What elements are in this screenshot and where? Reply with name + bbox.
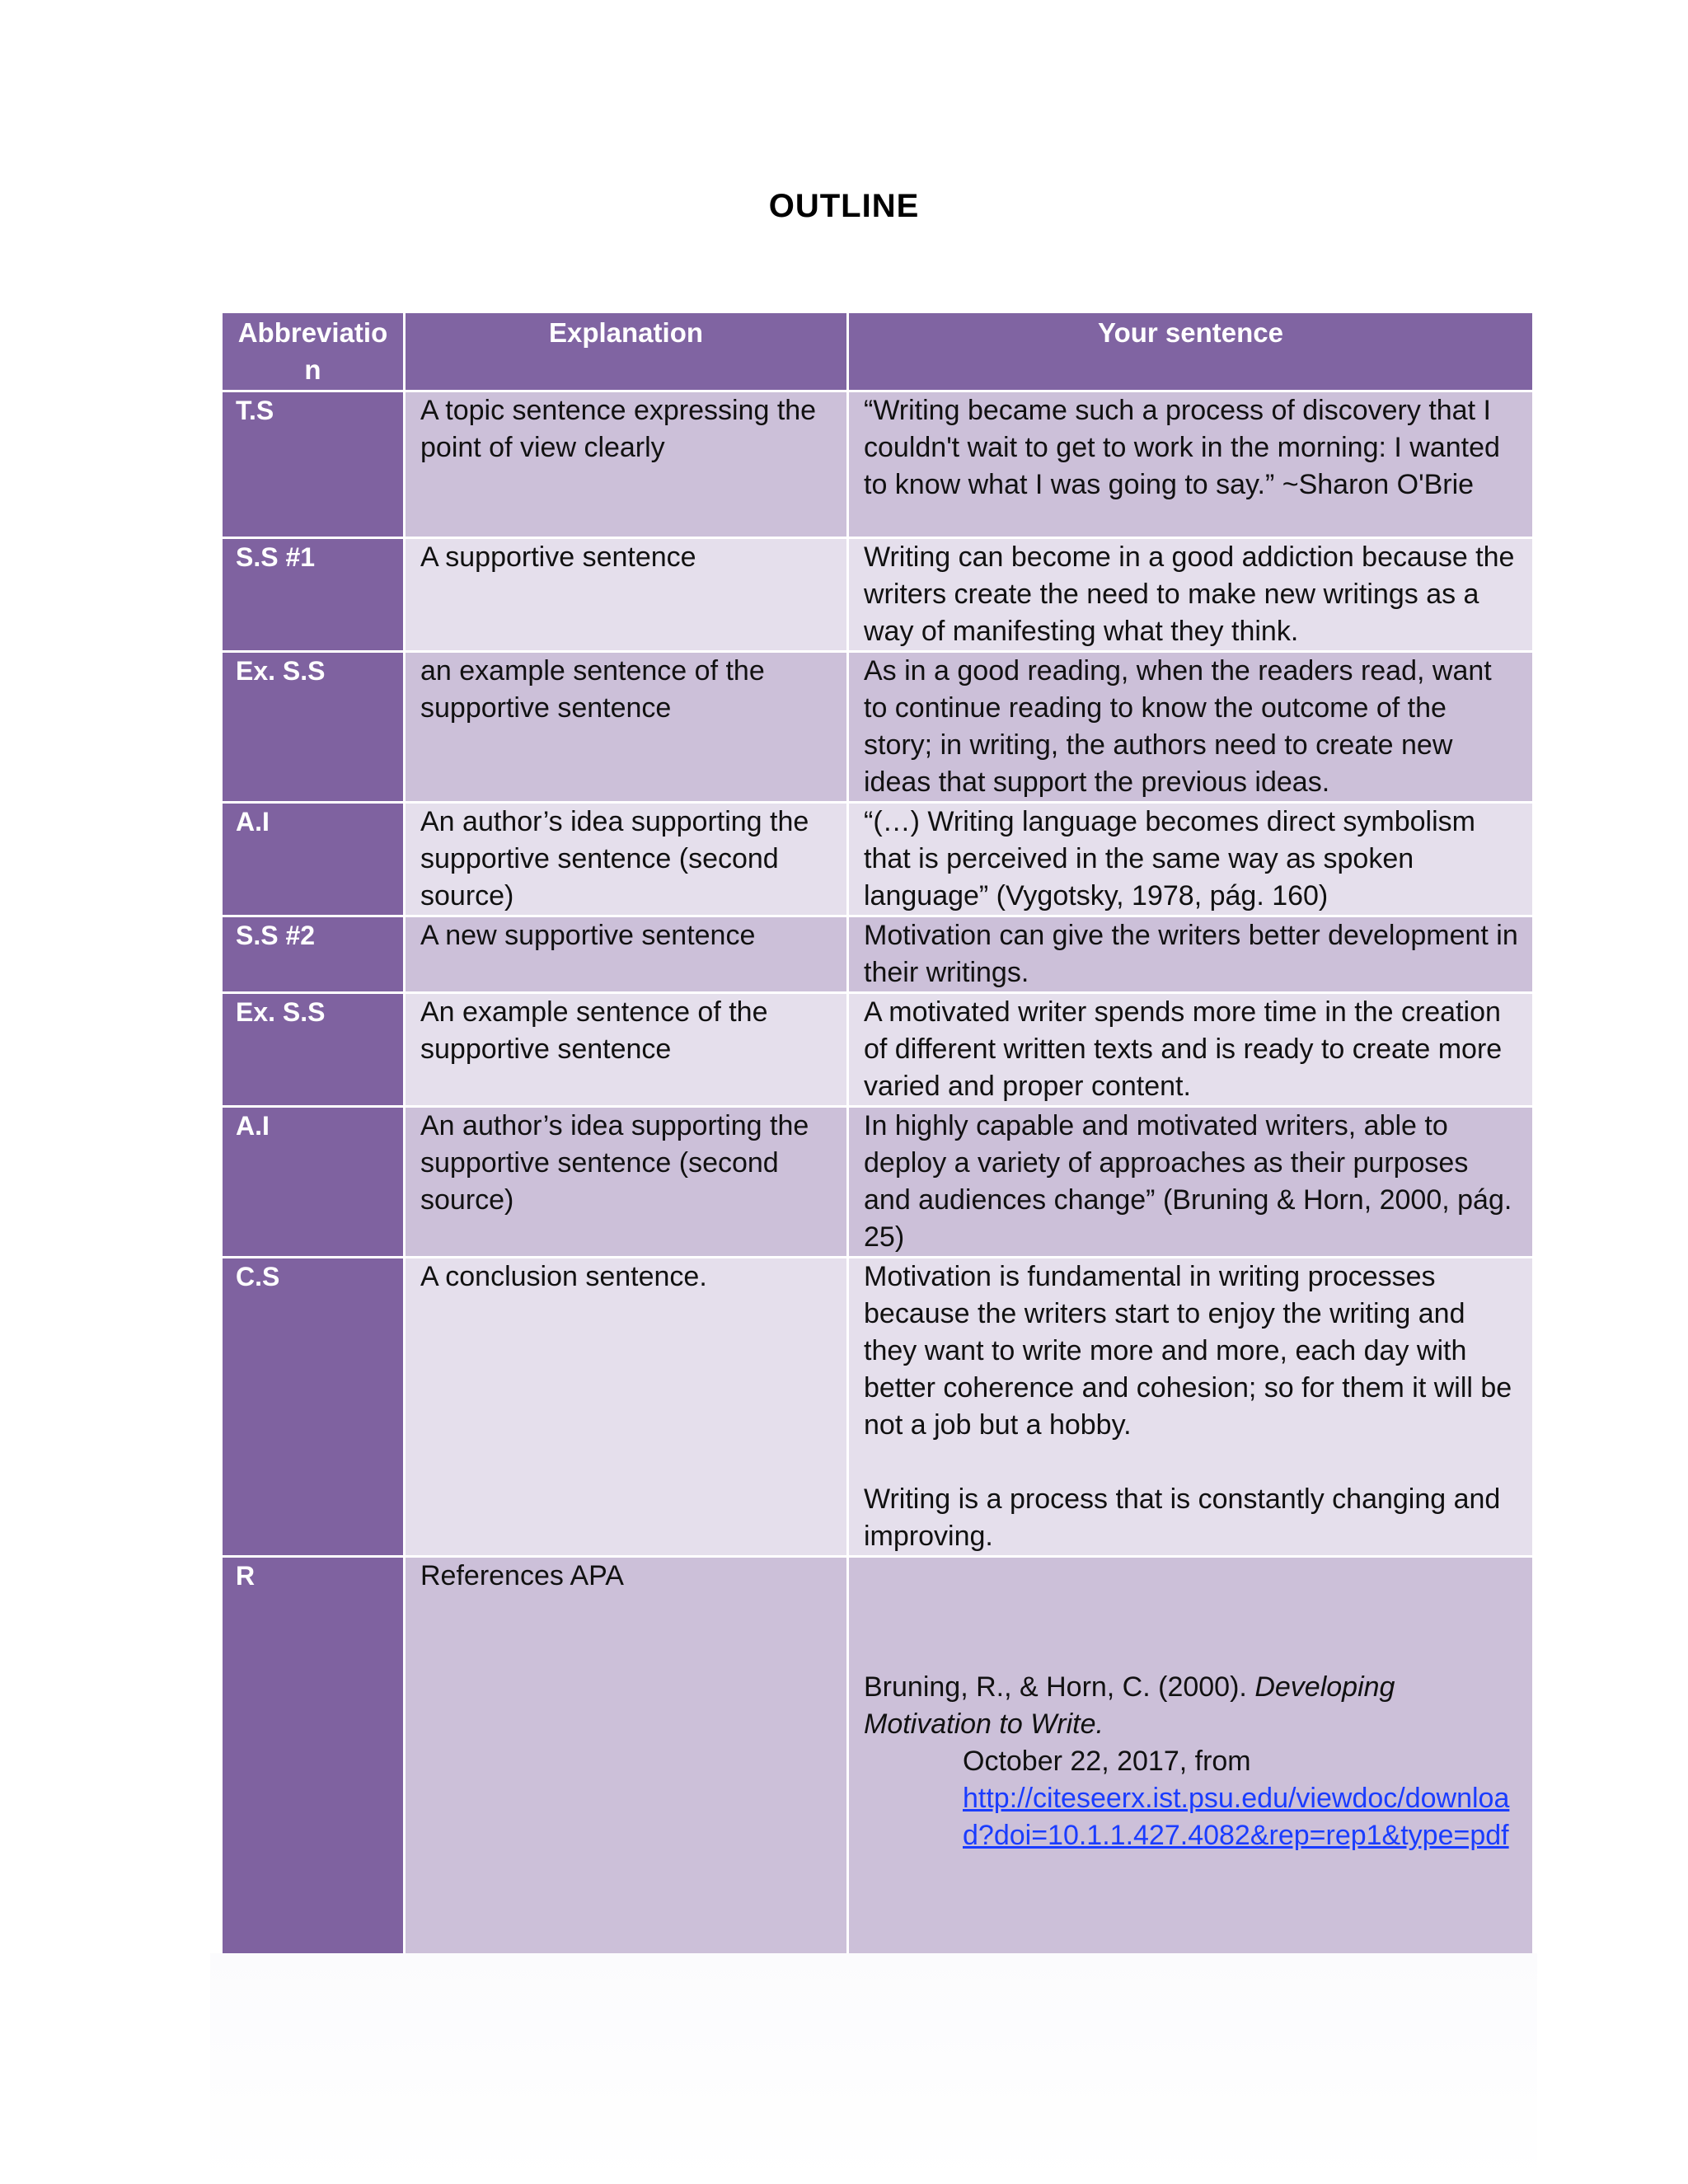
abbr-cell: R (222, 1557, 405, 1977)
sentence-cell: Motivation can give the writers better development in their writings. (848, 916, 1534, 993)
closing-paragraph: Writing is a process that is constantly changing and improving. (864, 1483, 1501, 1552)
reference-cell (848, 1557, 1534, 1977)
explanation-cell: A conclusion sentence. (405, 1258, 848, 1557)
outline-table (220, 311, 1535, 1978)
explanation-cell: A topic sentence expressing the point of view clearly (405, 391, 848, 538)
sentence-cell: Writing can become in a good addiction because the writers create the need to make new writings as a way of manifesting what they think. (848, 538, 1534, 652)
table-row (222, 993, 1534, 1107)
table-row (222, 391, 1534, 538)
explanation-cell: References APA (405, 1557, 848, 1977)
page-title: OUTLINE (768, 188, 920, 224)
conclusion-paragraph: Motivation is fundamental in writing processes because the writers start to enjoy the writing and they want to write more and more, each day with better coherence and cohesion; so for them it will be not a job but a hobby. (864, 1261, 1512, 1441)
reference-link[interactable]: http://citeseerx.ist.psu.edu/viewdoc/download?doi=10.1.1.427.4082&rep=rep1&type=pdf (963, 1783, 1510, 1851)
abbr-cell: S.S #2 (222, 916, 405, 993)
abbr-cell: Ex. S.S (222, 993, 405, 1107)
reference-authors: Bruning, R., & Horn, C. (2000). (864, 1671, 1247, 1703)
explanation-cell: A supportive sentence (405, 538, 848, 652)
sentence-cell: In highly capable and motivated writers, able to deploy a variety of approaches as their purposes and audiences change” (Bruning & Horn, 2000, pág. 25) (848, 1107, 1534, 1258)
reference-work-title: Developing Motivation to Write. (864, 1671, 1395, 1740)
table-row (222, 1258, 1534, 1557)
sentence-cell: A motivated writer spends more time in the creation of different written texts and is ready to create more varied and proper content. (848, 993, 1534, 1107)
sentence-cell: “Writing became such a process of discovery that I couldn't wait to get to work in the morning: I wanted to know what I was going to say.” ~Sharon O'Brie (848, 391, 1534, 538)
table-row (222, 1557, 1534, 1977)
header-sentence: Your sentence (848, 312, 1534, 391)
header-explanation: Explanation (405, 312, 848, 391)
table-row (222, 538, 1534, 652)
explanation-cell: An example sentence of the supportive sentence (405, 993, 848, 1107)
table-row (222, 803, 1534, 916)
abbr-cell: T.S (222, 391, 405, 538)
header-abbreviation: Abbreviation (222, 312, 405, 391)
reference-retrieved: October 22, 2017, from (963, 1746, 1251, 1777)
abbr-cell: C.S (222, 1258, 405, 1557)
table-header-row (222, 312, 1534, 391)
table-row (222, 1107, 1534, 1258)
abbr-cell: A.I (222, 803, 405, 916)
explanation-cell: An author’s idea supporting the supportive sentence (second source) (405, 803, 848, 916)
explanation-cell: an example sentence of the supportive sentence (405, 652, 848, 803)
table-row (222, 916, 1534, 993)
sentence-cell: As in a good reading, when the readers read, want to continue reading to know the outcome of the story; in writing, the authors need to create new ideas that support the previous ideas. (848, 652, 1534, 803)
abbr-cell: A.I (222, 1107, 405, 1258)
explanation-cell: An author’s idea supporting the supportive sentence (second source) (405, 1107, 848, 1258)
abbr-cell: S.S #1 (222, 538, 405, 652)
table-row (222, 652, 1534, 803)
abbr-cell: Ex. S.S (222, 652, 405, 803)
sentence-cell: “(…) Writing language becomes direct symbolism that is perceived in the same way as spoken language” (Vygotsky, 1978, pág. 160) (848, 803, 1534, 916)
sentence-cell (848, 1258, 1534, 1557)
explanation-cell: A new supportive sentence (405, 916, 848, 993)
page-shadow (210, 1953, 1537, 2184)
